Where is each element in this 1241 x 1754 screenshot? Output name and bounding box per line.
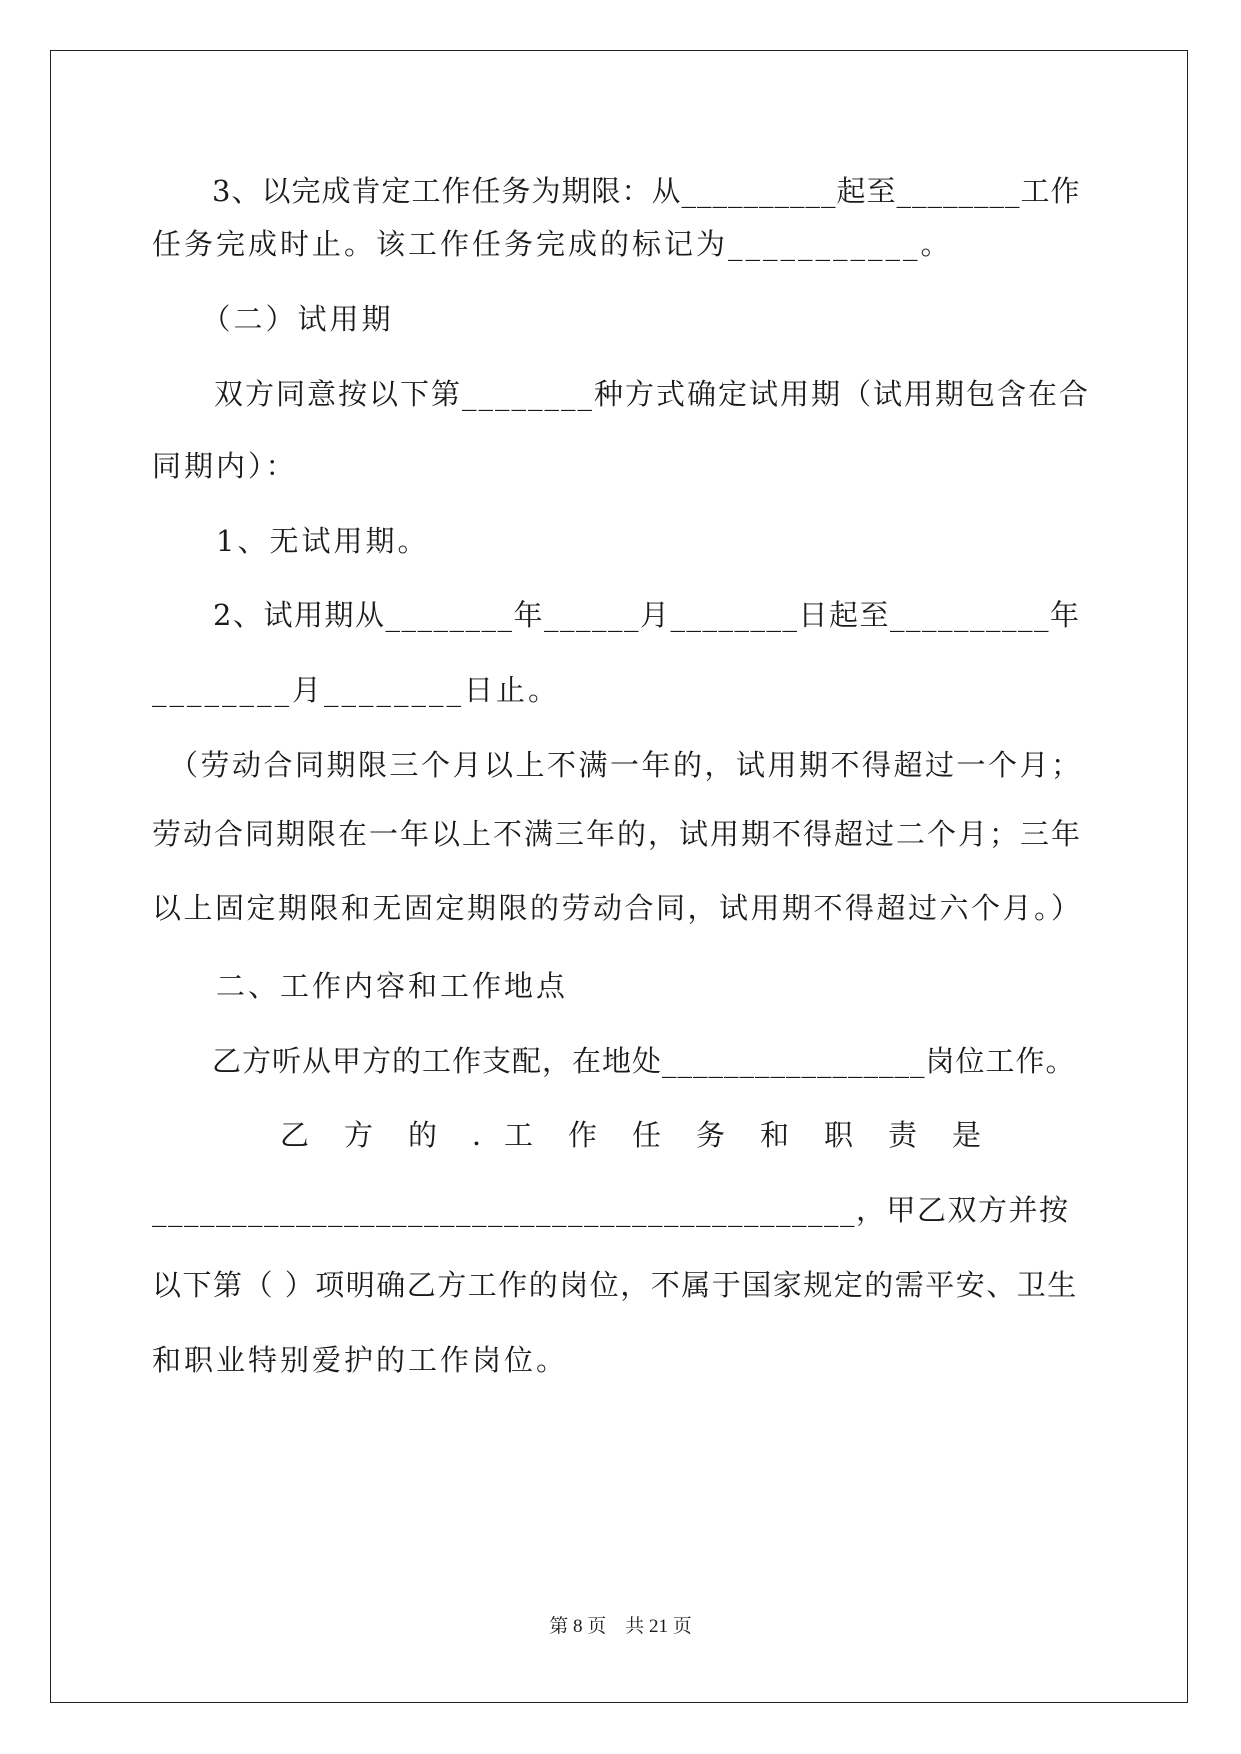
text-line: 和职业特别爱护的工作岗位。 xyxy=(152,1343,569,1377)
text-line: ____________________________________________，甲乙双方并按 xyxy=(152,1193,1070,1227)
text-line: 二、工作内容和工作地点 xyxy=(152,969,569,1003)
text-line: 2、试用期从________年______月________日起至__________年 xyxy=(152,598,1081,632)
text-line: （劳动合同期限三个月以上不满一年的，试用期不得超过一个月； xyxy=(152,748,1083,782)
text-line: 乙 方 的 ．工 作 任 务 和 职 责 是 xyxy=(152,1118,985,1152)
text-line: 以上固定期限和无固定期限的劳动合同，试用期不得超过六个月。） xyxy=(152,891,1083,925)
text-line: ________月________日止。 xyxy=(152,673,561,707)
text-line: 双方同意按以下第________种方式确定试用期（试用期包含在合 xyxy=(152,377,1091,411)
text-line: 同期内）： xyxy=(152,449,298,483)
text-line: 以下第（ ）项明确乙方工作的岗位，不属于国家规定的需平安、卫生 xyxy=(152,1268,1078,1302)
text-line: 乙方听从甲方的工作支配，在地处_________________岗位工作。 xyxy=(152,1044,1076,1078)
text-line: 3、以完成肯定工作任务为期限：从__________起至________工作 xyxy=(152,174,1081,208)
text-line: 劳动合同期限在一年以上不满三年的，试用期不得超过二个月；三年 xyxy=(152,817,1083,851)
text-line: 1、无试用期。 xyxy=(152,524,430,558)
text-line: 任务完成时止。该工作任务完成的标记为___________。 xyxy=(152,227,953,261)
page-number: 第 8 页 共 21 页 xyxy=(549,1616,692,1637)
text-line: （二）试用期 xyxy=(152,302,394,336)
